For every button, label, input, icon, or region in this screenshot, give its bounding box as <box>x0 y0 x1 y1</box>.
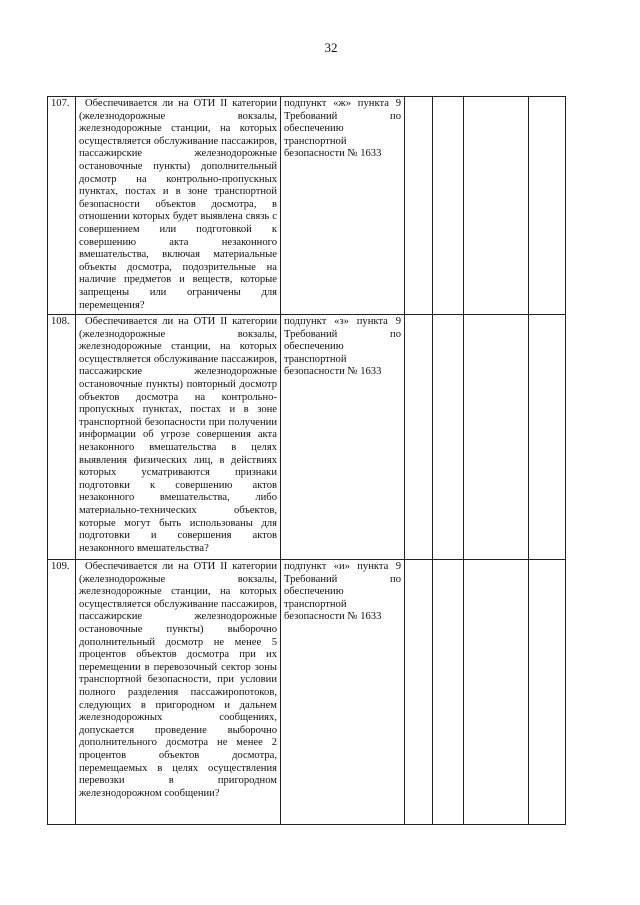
reference-line: Требований по <box>284 110 401 122</box>
requirement-reference-cell <box>281 560 405 825</box>
reference-line: безопасности № 1633 <box>284 366 382 378</box>
note-cell <box>529 97 566 315</box>
reference-line: обеспечению <box>284 341 344 353</box>
row-number: 107. <box>48 97 76 315</box>
note-cell <box>529 315 566 560</box>
page-number: 32 <box>324 40 338 55</box>
reference-line: безопасности № 1633 <box>284 611 382 623</box>
question-cell: Обеспечивается ли на ОТИ II категории (железнодорожные вокзалы, железнодорожные станции, на которых осуществляется обслуживание пассажиров, пассажирские железнодорожные остановочные пункты) выборочно дополнительный досмотр не менее 5 процентов объектов досмотра при их перемещении в перевозочный сектор зоны транспортной безопасности, при условии полного разделения пассажиропотоков, следующих в пригородном и дальнем железнодорожных сообщениях, допускается проведение выборочно дополнительного досмотра не менее 2 процентов объектов досмотра, перемещаемых в целях осуществления перевозки в пригородном железнодорожном сообщении? <box>76 560 281 825</box>
reference-line: транспортной <box>284 598 347 610</box>
checklist-table <box>47 96 566 825</box>
answer-no-cell <box>433 315 464 560</box>
answer-not-applicable-cell <box>464 97 529 315</box>
reference-line: Требований по <box>284 328 401 340</box>
row-number: 108. <box>48 315 76 560</box>
answer-not-applicable-cell <box>464 315 529 560</box>
reference-line: подпункт «ж» пункта 9 <box>284 98 401 109</box>
reference-line: обеспечению <box>284 586 344 598</box>
answer-yes-cell <box>405 315 433 560</box>
reference-line: Требований по <box>284 573 401 585</box>
reference-line: транспортной <box>284 135 347 147</box>
question-cell: Обеспечивается ли на ОТИ II категории (железнодорожные вокзалы, железнодорожные станции, на которых осуществляется обслуживание пассажиров, пассажирские железнодорожные остановочные пункты) повторный досмотр объектов досмотра на контрольно-пропускных пунктах, постах и в зоне транспортной безопасности при получении информации об угрозе совершения акта незаконного вмешательства в целях выявления физических лиц, в действиях которых усматриваются признаки подготовки к совершению актов незаконного вмешательства, либо материально-технических объектов, которые могут быть использованы для подготовки и совершения актов незаконного вмешательства? <box>76 315 281 560</box>
reference-line: транспортной <box>284 353 347 365</box>
reference-line: подпункт «з» пункта 9 <box>284 316 401 327</box>
reference-line: обеспечению <box>284 123 344 135</box>
answer-no-cell <box>433 560 464 825</box>
table-row <box>48 560 566 825</box>
row-number: 109. <box>48 560 76 825</box>
requirement-reference-cell <box>281 315 405 560</box>
answer-no-cell <box>433 97 464 315</box>
answer-not-applicable-cell <box>464 560 529 825</box>
question-cell: Обеспечивается ли на ОТИ II категории (железнодорожные вокзалы, железнодорожные станции, на которых осуществляется обслуживание пассажиров, пассажирские железнодорожные остановочные пункты) дополнительный досмотр на контрольно-пропускных пунктах, постах и в зоне транспортной безопасности объектов досмотра, в отношении которых будет выявлена связь с совершением или подготовкой к совершению акта незаконного вмешательства, включая материальные объекты досмотра, подозрительные на наличие предметов и веществ, которые запрещены или ограничены для перемещения? <box>76 97 281 315</box>
note-cell <box>529 560 566 825</box>
reference-line: безопасности № 1633 <box>284 148 382 160</box>
table-row <box>48 97 566 315</box>
answer-yes-cell <box>405 97 433 315</box>
reference-line: подпункт «и» пункта 9 <box>284 561 401 572</box>
table-row <box>48 315 566 560</box>
answer-yes-cell <box>405 560 433 825</box>
requirement-reference-cell <box>281 97 405 315</box>
